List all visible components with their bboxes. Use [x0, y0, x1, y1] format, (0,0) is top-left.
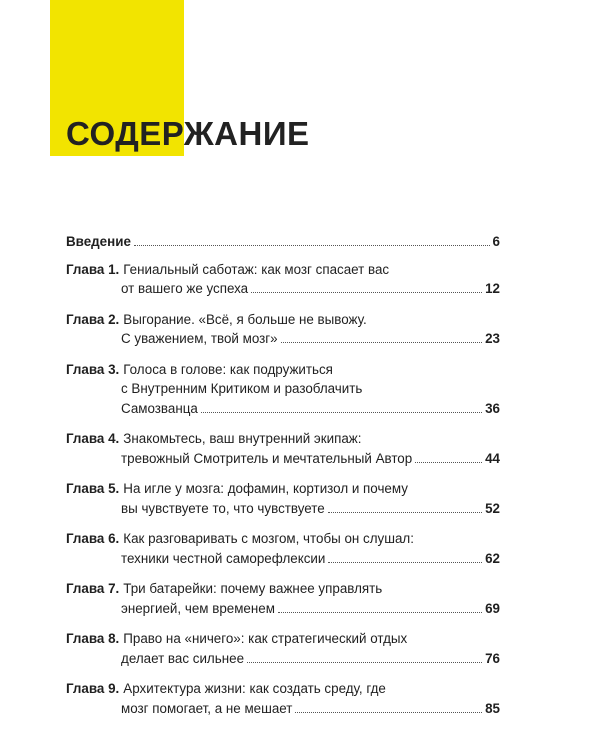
toc-entry-title-line: Право на «ничего»: как стратегический отдых: [123, 631, 408, 646]
dot-leader: [328, 562, 482, 563]
toc-page-number: 69: [485, 600, 500, 616]
toc-entry-chapter-2[interactable]: [66, 310, 500, 349]
toc-entry-label: Глава 5.: [66, 481, 120, 496]
toc-entry-chapter-1[interactable]: [66, 260, 500, 299]
toc-page-number: 44: [485, 450, 500, 466]
toc-entry-title-line: На игле у мозга: дофамин, кортизол и почему: [123, 481, 408, 496]
toc-page-number: 85: [485, 700, 500, 716]
toc-entry-title-line: с Внутренним Критиком и разоблачить: [121, 381, 363, 396]
dot-leader: [328, 512, 482, 513]
toc-entry-title-line: Выгорание. «Всё, я больше не вывожу.: [123, 311, 367, 327]
dot-leader: [295, 712, 482, 713]
dot-leader: [415, 462, 482, 463]
toc-entry-title-line: Голоса в голове: как подружиться: [123, 361, 333, 377]
dot-leader: [201, 412, 482, 413]
toc-entry-title-line: Как разговаривать с мозгом, чтобы он слушал:: [123, 531, 414, 546]
dot-leader: [251, 292, 482, 293]
toc-page-number: 52: [485, 500, 500, 516]
toc-entry-title-line: С уважением, твой мозг»: [121, 331, 278, 346]
toc-entry-title-line: Три батарейки: почему важнее управлять: [123, 581, 383, 596]
dot-leader: [281, 342, 483, 343]
toc-page-number: 12: [485, 281, 500, 296]
toc-entry-title-line: техники честной саморефлексии: [121, 550, 326, 566]
toc-entry-chapter-6[interactable]: [66, 529, 500, 568]
toc-entry-title-line: Самозванца: [121, 400, 198, 416]
toc-entry-label: Глава 4.: [66, 431, 120, 446]
toc-entry-label: Глава 7.: [66, 581, 120, 596]
toc-entry-chapter-3[interactable]: [66, 360, 500, 419]
toc-entry-label: Введение: [66, 234, 131, 249]
toc-entry-chapter-7[interactable]: [66, 579, 500, 618]
toc-page-number: 6: [492, 234, 500, 249]
toc-entry-intro[interactable]: [66, 232, 500, 252]
toc-page-number: 36: [485, 400, 500, 416]
toc-entry-title-line: мозг помогает, а не мешает: [121, 700, 293, 716]
toc-entry-chapter-9[interactable]: [66, 679, 500, 718]
toc-page-number: 62: [485, 550, 500, 566]
page-title: СОДЕРЖАНИЕ: [66, 115, 310, 152]
dot-leader: [134, 245, 490, 246]
toc-entry-title-line: энергией, чем временем: [121, 600, 275, 616]
toc-page-number: 23: [485, 331, 500, 346]
toc-entry-title-line: Знакомьтесь, ваш внутренний экипаж:: [123, 431, 362, 446]
toc-entry-label: Глава 9.: [66, 681, 120, 696]
toc-entry-label: Глава 6.: [66, 531, 120, 546]
toc-entry-label: Глава 3.: [66, 361, 120, 377]
toc-entry-chapter-5[interactable]: [66, 479, 500, 518]
toc-entry-title-line: вы чувствуете то, что чувствуете: [121, 500, 325, 516]
dot-leader: [247, 662, 482, 663]
toc-entry-title-line: тревожный Смотритель и мечтательный Автор: [121, 450, 413, 466]
toc-entry-title-line: от вашего же успеха: [121, 281, 249, 296]
table-of-contents: [66, 232, 500, 718]
toc-entry-title-line: делает вас сильнее: [121, 650, 245, 666]
toc-entry-chapter-4[interactable]: [66, 429, 500, 468]
toc-page-number: 76: [485, 650, 500, 666]
dot-leader: [278, 612, 482, 613]
toc-entry-label: Глава 1.: [66, 261, 120, 277]
toc-entry-title-line: Гениальный саботаж: как мозг спасает вас: [123, 261, 390, 277]
toc-entry-chapter-8[interactable]: [66, 629, 500, 668]
toc-entry-title-line: Архитектура жизни: как создать среду, где: [123, 681, 386, 696]
toc-entry-label: Глава 2.: [66, 311, 120, 327]
toc-entry-label: Глава 8.: [66, 631, 120, 646]
